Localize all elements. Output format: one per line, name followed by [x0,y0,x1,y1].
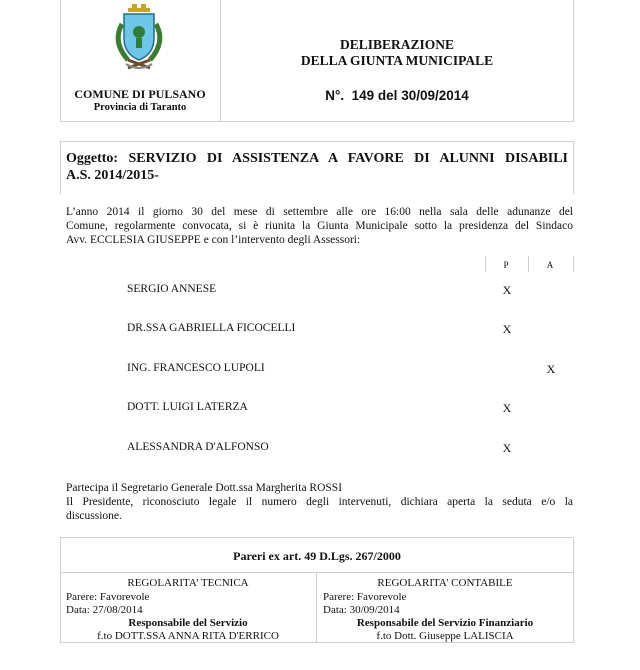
attendance-col-line-3 [573,256,574,272]
member-absent-mark: X [546,362,556,376]
date-label: del [377,88,398,103]
header-bottom-border [60,121,574,122]
oggetto-text-line1: SERVIZIO DI ASSISTENZA A FAVORE DI ALUNNI DISABILI [128,151,569,166]
contabile-firma: f.to Dott. Giuseppe LALISCIA [376,630,514,642]
attendance-col-present: P [503,260,509,270]
contabile-data: Data: 30/09/2014 [323,604,400,616]
president-line1: Il Presidente, riconosciuto legale il numero degli intervenuti, dichiara aperta la seduta e/o la [66,496,573,508]
intro-line3: Avv. ECCLESIA GIUSEPPE e con l’intervento degli Assessori: [66,234,361,246]
number-label: N°. [325,88,345,103]
tecnica-data: Data: 27/08/2014 [66,604,143,616]
member-name: DR.SSA GABRIELLA FICOCELLI [127,322,296,334]
header-divider [220,0,221,122]
oggetto-left-border [60,141,61,194]
deliberation-number [222,88,572,103]
header-right-border [573,0,574,122]
tecnica-heading: REGOLARITA’ TECNICA [127,577,249,589]
member-name: DOTT. LUIGI LATERZA [127,401,248,413]
member-name: SERGIO ANNESE [127,283,217,295]
intro-line1: L’anno 2014 il giorno 30 del mese di settembre alle ore 16:00 nella sala delle adunanze del [66,206,573,218]
attendance-col-absent: A [546,260,554,270]
oggetto-label: Oggetto: [66,151,119,166]
oggetto-top-border [60,141,574,142]
deliberation-title-line1: DELIBERAZIONE [339,37,455,52]
pareri-title: Pareri ex art. 49 D.Lgs. 267/2000 [233,549,401,563]
provincia-name: Provincia di Taranto [93,102,187,113]
member-present-mark: X [502,322,512,336]
pareri-top-border [60,537,574,538]
comune-name: COMUNE DI PULSANO [74,87,206,101]
secretary-line: Partecipa il Segretario Generale Dott.ssa Margherita ROSSI [66,482,343,494]
attendance-col-line-2 [528,256,529,272]
oggetto-line1 [66,151,568,167]
date-value: 30/09/2014 [401,88,469,103]
member-name: ALESSANDRA D'ALFONSO [127,441,269,453]
intro-line2: Comune, regolarmente convocata, si è riunita la Giunta Municipale sotto la presidenza del Sindaco [66,220,573,232]
deliberation-title-line2: DELLA GIUNTA MUNICIPALE [300,53,494,68]
number-value: 149 [351,88,375,103]
oggetto-line2: A.S. 2014/2015- [66,168,159,183]
oggetto-right-border [573,141,574,194]
pareri-title-divider [60,572,574,573]
contabile-heading: REGOLARITA’ CONTABILE [377,577,513,589]
attendance-col-line-1 [485,256,486,272]
coat-of-arms-icon [108,2,170,76]
member-present-mark: X [502,401,512,415]
tecnica-parere: Parere: Favorevole [66,591,150,603]
member-name: ING. FRANCESCO LUPOLI [127,362,265,374]
tecnica-responsabile: Responsabile del Servizio [128,617,248,629]
contabile-parere: Parere: Favorevole [323,591,407,603]
pareri-bottom-border [60,642,574,643]
contabile-responsabile: Responsabile del Servizio Finanziario [356,617,534,629]
member-present-mark: X [502,441,512,455]
member-present-mark: X [502,283,512,297]
tecnica-firma: f.to DOTT.SSA ANNA RITA D'ERRICO [97,630,279,642]
president-line2: discussione. [66,510,122,522]
